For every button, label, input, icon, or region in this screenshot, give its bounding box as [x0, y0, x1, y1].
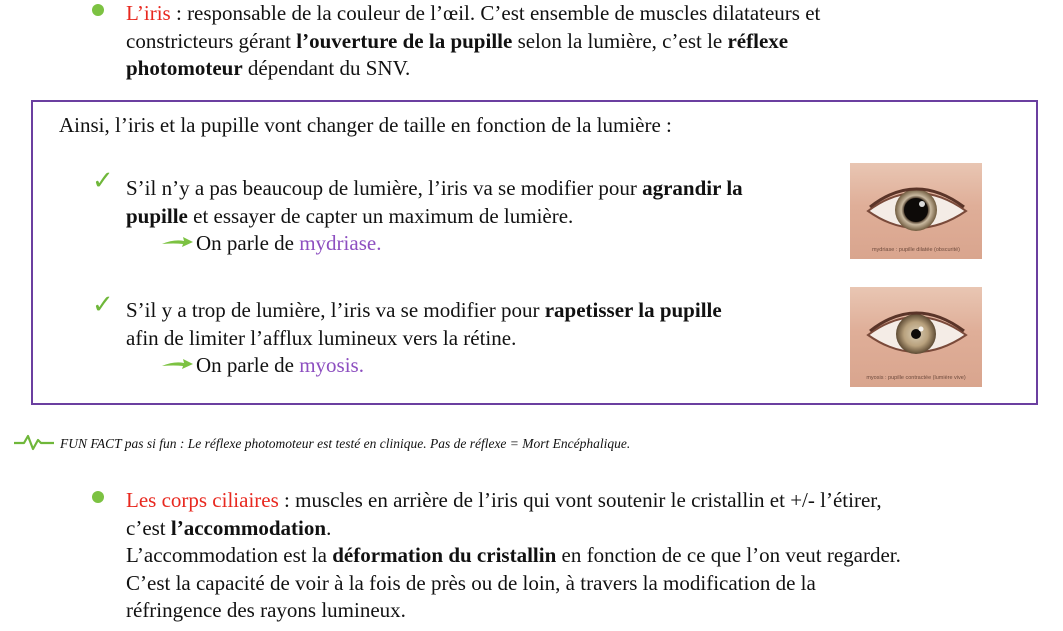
ciliary-line-1 — [126, 487, 1046, 515]
myosis-text: S’il y a trop de lumière, l’iris va se modifier pour — [126, 298, 545, 322]
heartbeat-icon — [14, 432, 54, 457]
iris-line-1 — [126, 0, 1026, 28]
ciliary-text: L’accommodation est la — [126, 543, 333, 567]
iris-term: L’iris — [126, 1, 171, 25]
ciliary-line-4: C’est la capacité de voir à la fois de près ou de loin, à travers la modification de la — [126, 570, 816, 595]
myosis-conclusion — [196, 352, 364, 380]
ciliary-line-2 — [126, 515, 1046, 543]
myosis-image-caption: myosis : pupille contractée (lumière vive) — [866, 375, 966, 381]
myosis-eye-image — [850, 287, 982, 387]
ciliary-text: . — [326, 515, 332, 540]
mydriase-line-2 — [126, 203, 846, 231]
iris-text: constricteurs gérant — [126, 28, 297, 53]
arrow-right-icon — [160, 357, 194, 376]
arrow-right-icon — [160, 235, 194, 254]
mydriase-term: mydriase. — [299, 231, 382, 255]
myosis-item — [126, 297, 846, 352]
ciliary-text: : muscles en arrière de l’iris qui vont soutenir le cristallin et +/- l’étirer, — [278, 488, 882, 512]
mydriase-bold: agrandir la — [642, 176, 743, 200]
mydriase-conclusion — [196, 230, 381, 258]
myosis-line-1 — [126, 297, 846, 325]
iris-text: selon la lumière, c’est le — [512, 28, 728, 53]
mydriase-line-1 — [126, 175, 846, 203]
mydriase-text: S’il n’y a pas beaucoup de lumière, l’iris va se modifier pour — [126, 176, 643, 200]
ciliary-paragraph — [126, 487, 1046, 625]
ciliary-bold: l’accommodation — [170, 515, 327, 540]
iris-text: dépendant du SNV. — [242, 56, 411, 80]
iris-text: : responsable de la couleur de l’œil. C’est ensemble de muscles dilatateurs et — [170, 1, 821, 25]
ciliary-bold: déformation du cristallin — [332, 543, 557, 567]
box-intro: Ainsi, l’iris et la pupille vont changer de taille en fonction de la lumière : — [59, 113, 672, 137]
conclusion-prefix: On parle de — [196, 353, 300, 377]
iris-line-2 — [126, 28, 1026, 56]
ciliary-text: en fonction de ce que l’on veut regarder. — [556, 543, 901, 567]
ciliary-text: c’est — [126, 515, 171, 540]
mydriase-text: et essayer de capter un maximum de lumière. — [187, 203, 574, 228]
check-icon: ✓ — [92, 166, 114, 196]
ciliary-line-3 — [126, 542, 1046, 570]
mydriase-eye-image — [850, 163, 982, 259]
myosis-bold: rapetisser la pupille — [544, 298, 722, 322]
myosis-term: myosis. — [299, 353, 364, 377]
iris-bold: l’ouverture de la pupille — [296, 28, 513, 53]
iris-paragraph — [126, 0, 1026, 83]
myosis-line-2: afin de limiter l’afflux lumineux vers la rétine. — [126, 325, 517, 350]
check-icon: ✓ — [92, 290, 114, 320]
bullet-dot-icon — [92, 4, 104, 16]
bullet-dot-icon — [92, 491, 104, 503]
iris-bold: photomoteur — [126, 56, 243, 80]
mydriase-bold: pupille — [126, 203, 188, 228]
mydriase-item — [126, 175, 846, 230]
ciliary-term: Les corps ciliaires — [126, 488, 279, 512]
conclusion-prefix: On parle de — [196, 231, 300, 255]
fun-fact: FUN FACT pas si fun : Le réflexe photomoteur est testé en clinique. Pas de réflexe = Mort Encéphalique. — [60, 436, 631, 451]
iris-bold: réflexe — [727, 28, 789, 53]
mydriase-image-caption: mydriase : pupille dilatée (obscurité) — [871, 247, 961, 253]
ciliary-line-5: réfringence des rayons lumineux. — [126, 598, 406, 622]
iris-line-3 — [126, 55, 1026, 83]
